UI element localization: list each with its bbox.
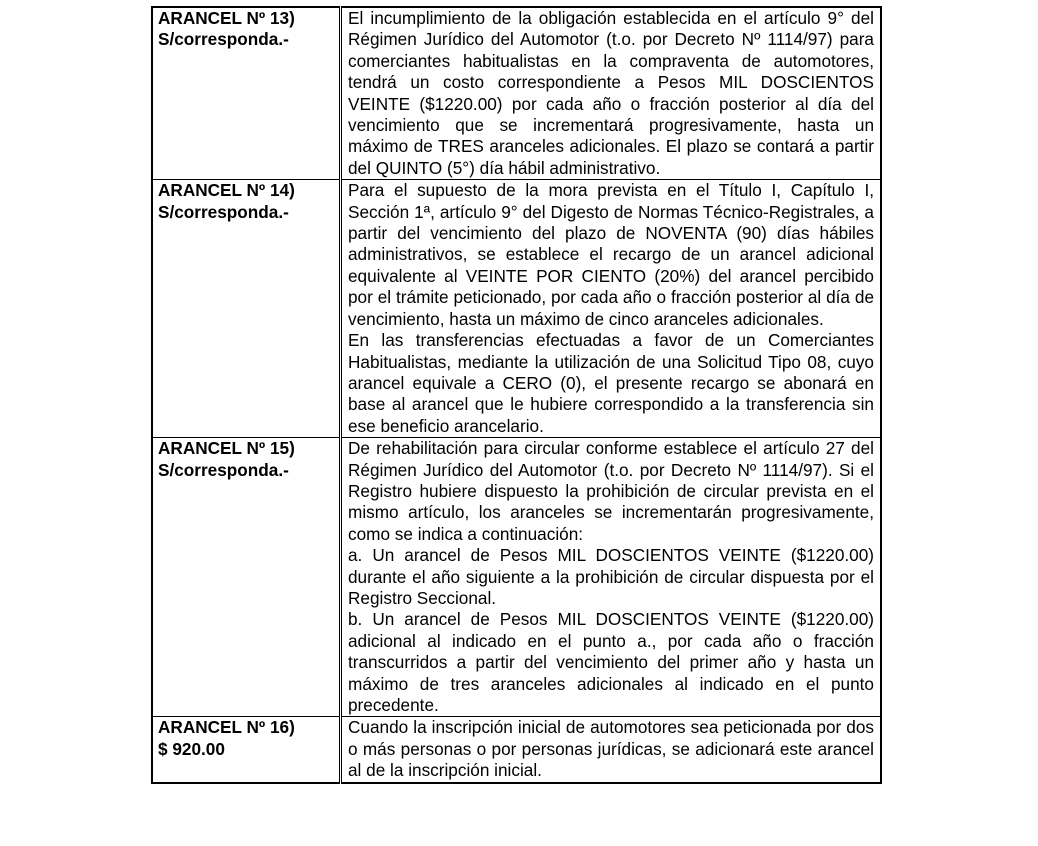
description-paragraph: El incumplimiento de la obligación establecida en el artículo 9° del Régimen Jurídico del Automotor (t.o. por Decreto Nº 1114/97) para comerciantes habitualistas en la compraventa de automotores, tendrá un costo correspondiente a Pesos MIL DOSCIENTOS VEINTE ($1220.00) por cada año o fracción posterior al día del vencimiento que se incrementará progresivamente, hasta un máximo de TRES aranceles adicionales. El plazo se contará a partir del QUINTO (5°) día hábil administrativo. (348, 8, 874, 178)
arancel-label-cell (152, 180, 341, 438)
arancel-label-cell (152, 717, 341, 783)
description-paragraph: Cuando la inscripción inicial de automotores sea peticionada por dos o más personas o por personas jurídicas, se adicionará este arancel al de la inscripción inicial. (348, 717, 874, 781)
arancel-number: ARANCEL Nº 14) (158, 180, 295, 201)
description-paragraph: En las transferencias efectuadas a favor de un Comerciantes Habitualistas, mediante la utilización de una Solicitud Tipo 08, cuyo arancel equivale a CERO (0), el presente recargo se abonará en base al arancel que le hubiere correspondido a la transferencia sin ese beneficio arancelario. (348, 330, 874, 436)
table-row (152, 7, 881, 180)
arancel-label-cell (152, 438, 341, 717)
arancel-amount: S/corresponda.- (158, 201, 289, 222)
description-paragraph: De rehabilitación para circular conforme establece el artículo 27 del Régimen Jurídico del Automotor (t.o. por Decreto Nº 1114/97). Si el Registro hubiere dispuesto la prohibición de circular prevista en el mismo artículo, los aranceles se incrementarán progresivamente, como se indica a continuación: (348, 438, 874, 544)
arancel-description-cell (341, 7, 882, 180)
description-paragraph: Para el supuesto de la mora prevista en el Título I, Capítulo I, Sección 1ª, artículo 9° del Digesto de Normas Técnico-Registrales, a partir del vencimiento del plazo de NOVENTA (90) días hábiles administrativos, se establece el recargo de un arancel adicional equivalente al VEINTE POR CIENTO (20%) del arancel percibido por el trámite peticionado, por cada año o fracción posterior al día de vencimiento, hasta un máximo de cinco aranceles adicionales. (348, 180, 874, 329)
arancel-number: ARANCEL Nº 16) (158, 717, 295, 738)
arancel-label-cell (152, 7, 341, 180)
table-row (152, 180, 881, 438)
arancel-amount: S/corresponda.- (158, 29, 289, 50)
arancel-amount: S/corresponda.- (158, 459, 289, 480)
arancel-number: ARANCEL Nº 15) (158, 438, 295, 459)
arancel-amount: $ 920.00 (158, 738, 225, 759)
arancel-table (151, 6, 882, 784)
arancel-description-cell (341, 717, 882, 783)
arancel-description-cell (341, 438, 882, 717)
description-paragraph: a. Un arancel de Pesos MIL DOSCIENTOS VEINTE ($1220.00) durante el año siguiente a la prohibición de circular dispuesta por el Registro Seccional. (348, 545, 874, 608)
description-paragraph: b. Un arancel de Pesos MIL DOSCIENTOS VEINTE ($1220.00) adicional al indicado en el punto a., por cada año o fracción transcurridos a partir del vencimiento del primer año y hasta un máximo de tres aranceles adicionales al indicado en el punto precedente. (348, 609, 874, 715)
table-row (152, 717, 881, 783)
arancel-number: ARANCEL Nº 13) (158, 8, 295, 28)
arancel-description-cell (341, 180, 882, 438)
table-row (152, 438, 881, 717)
